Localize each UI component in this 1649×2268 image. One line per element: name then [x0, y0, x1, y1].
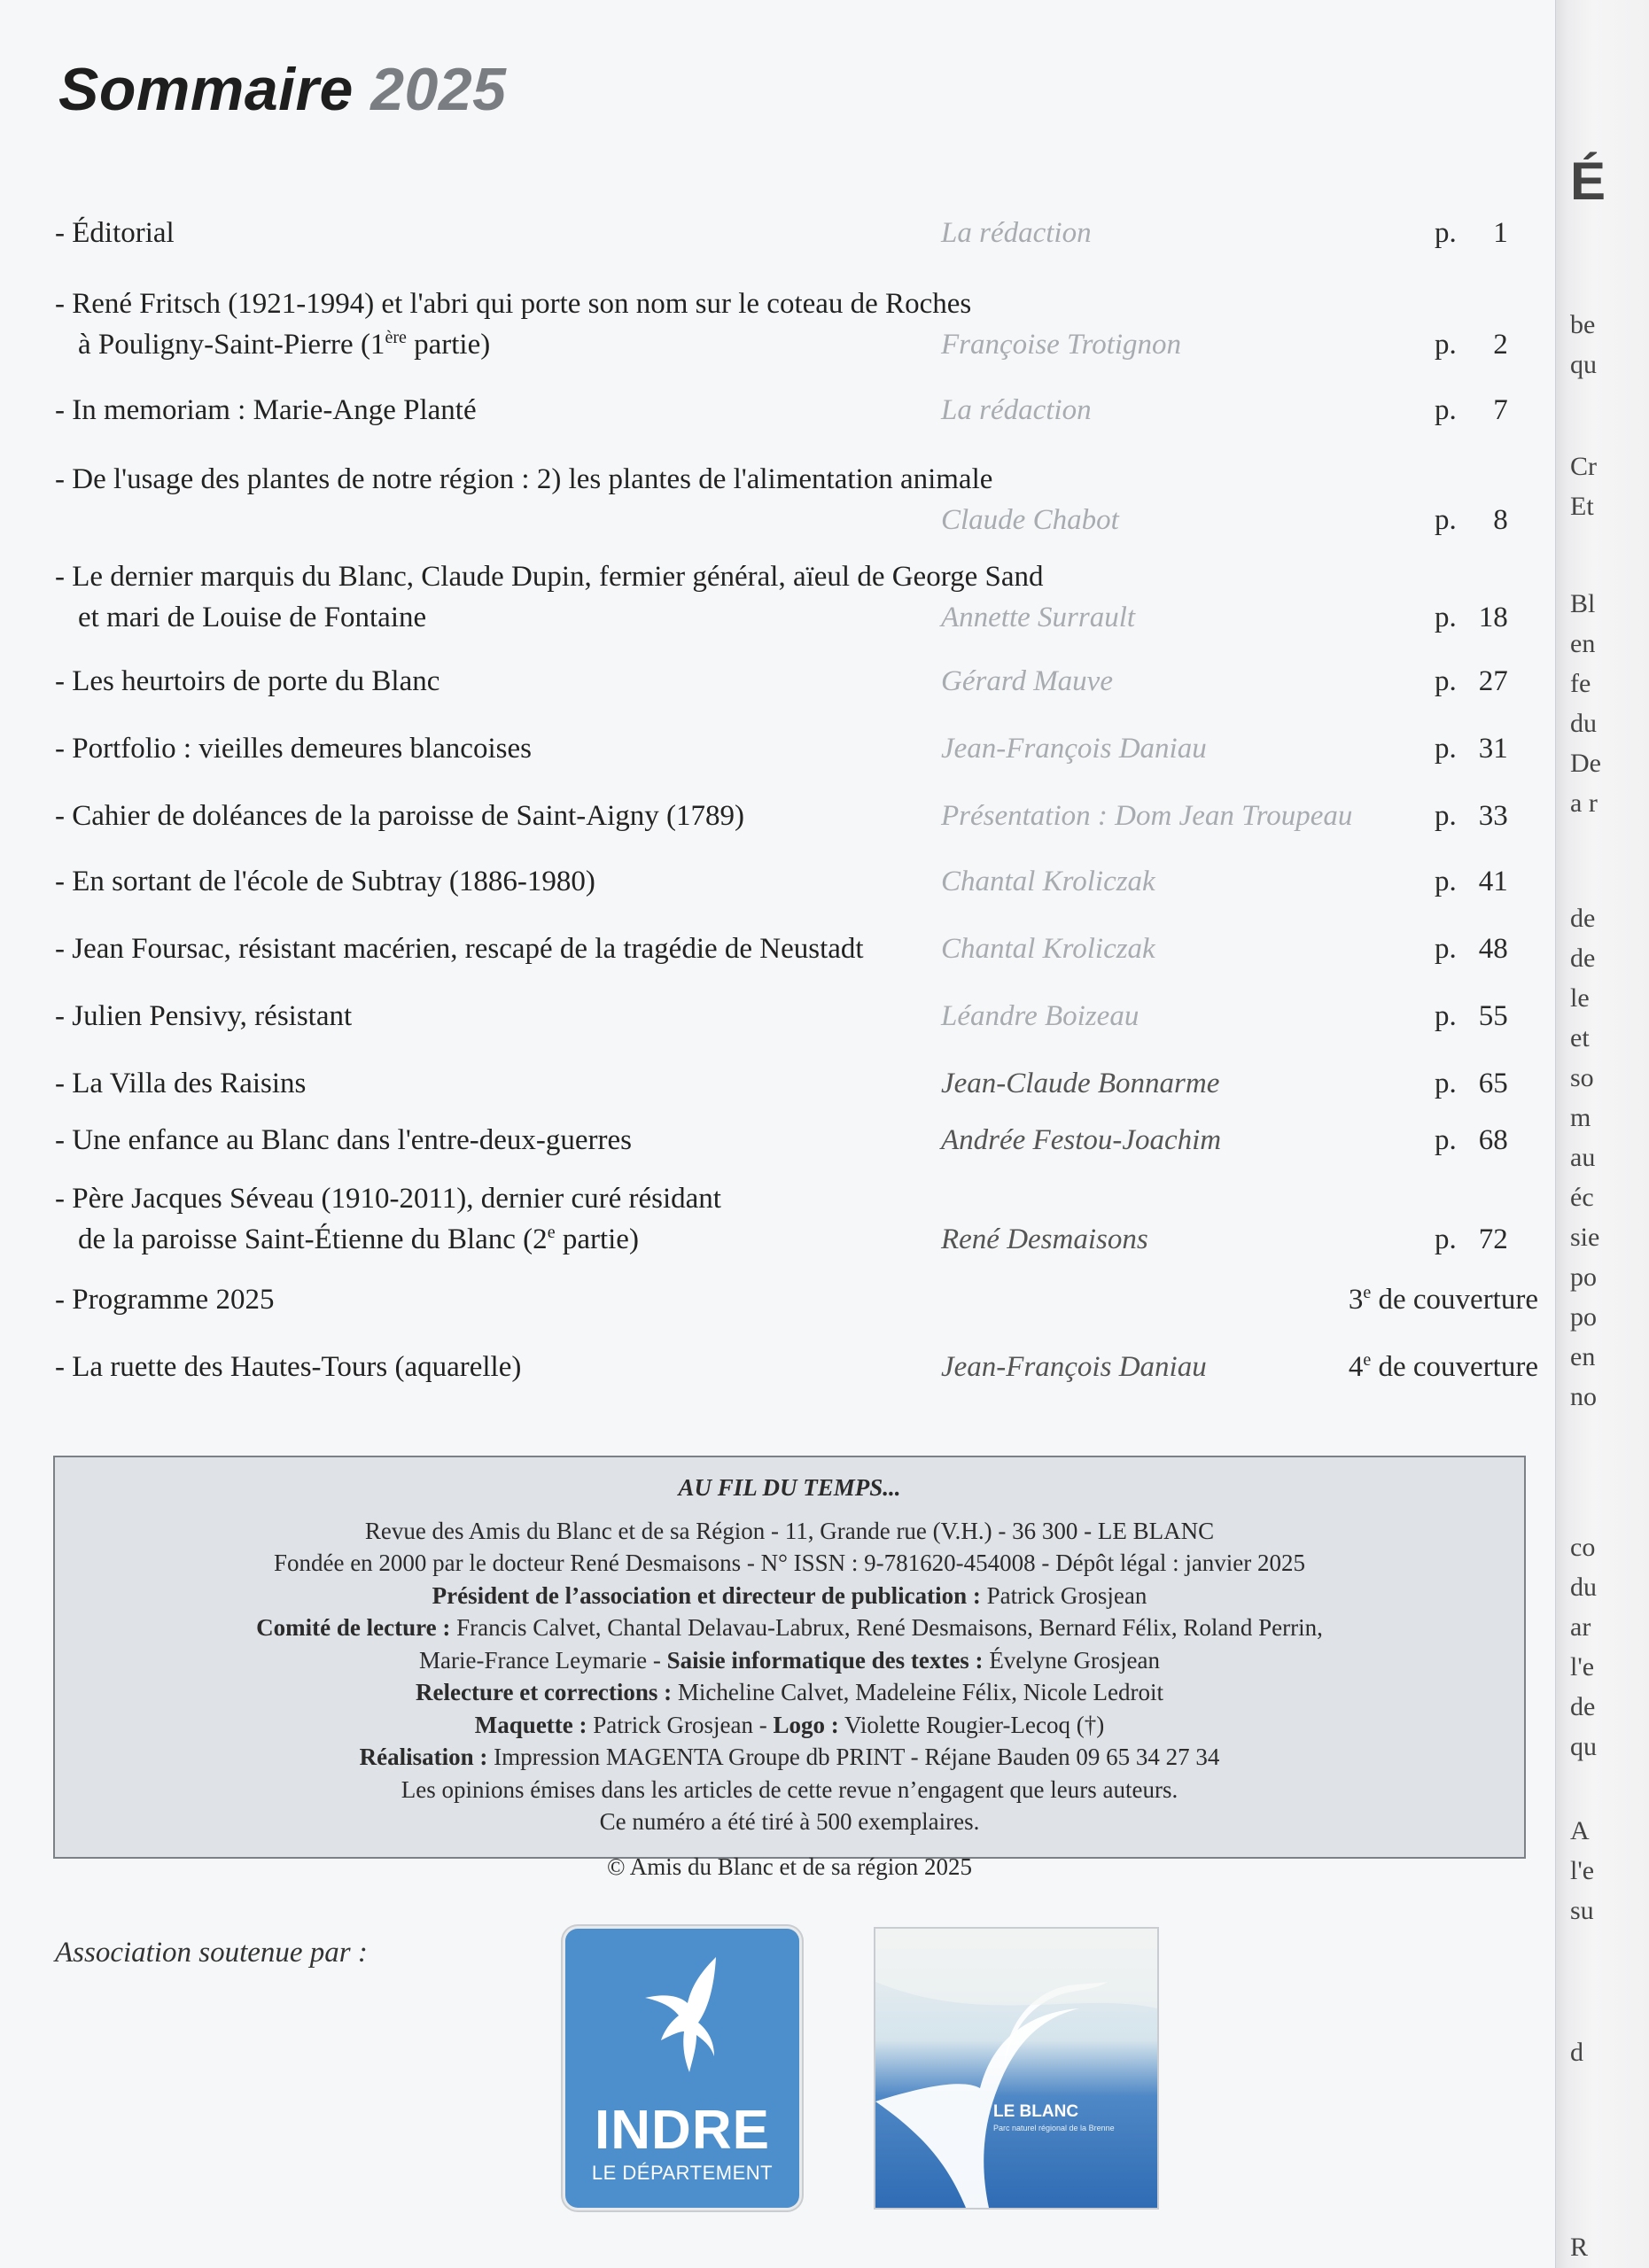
next-page-fragment: De	[1570, 749, 1601, 778]
toc-entry-page: p. 68	[1435, 1124, 1508, 1156]
next-page-fragment: no	[1570, 1382, 1597, 1411]
toc-entry-page: p. 2	[1435, 329, 1508, 361]
next-page-fragment: fe	[1570, 669, 1591, 698]
next-page-fragment: l'e	[1570, 1652, 1595, 1682]
toc-entry-cover: 3e de couverture	[1348, 1283, 1538, 1316]
toc-entry-title: - René Fritsch (1921-1994) et l'abri qui porte son nom sur le coteau de Roches	[55, 288, 972, 320]
toc-entry-author: Annette Surrault	[941, 602, 1136, 633]
next-page-fragment: R	[1570, 2233, 1589, 2262]
toc-entry-author: Présentation : Dom Jean Troupeau	[941, 800, 1353, 832]
toc-entry-page: p. 72	[1435, 1223, 1508, 1255]
next-page-fragment: qu	[1570, 350, 1597, 379]
toc-entry-title: - Les heurtoirs de porte du Blanc	[55, 665, 440, 697]
info-realisation: Réalisation : Impression MAGENTA Groupe db PRINT - Réjane Bauden 09 65 34 27 34	[359, 1744, 1220, 1770]
info-address: Revue des Amis du Blanc et de sa Région - 11, Grande rue (V.H.) - 36 300 - LE BLANC	[364, 1517, 1215, 1544]
toc-entry-author: Jean-François Daniau	[941, 1351, 1207, 1383]
next-page-fragment: A	[1570, 1816, 1590, 1845]
next-page-fragment: au	[1570, 1143, 1596, 1172]
indre-name: INDRE	[595, 2100, 770, 2161]
toc-entry-title: - Cahier de doléances de la paroisse de Saint-Aigny (1789)	[55, 800, 744, 832]
toc-entry-title: - En sortant de l'école de Subtray (1886-1980)	[55, 866, 595, 897]
info-comite: Comité de lecture : Francis Calvet, Chantal Delavau-Labrux, René Desmaisons, Bernard Félix, Roland Perrin,	[256, 1614, 1323, 1641]
next-page-fragment: et	[1570, 1023, 1590, 1052]
info-president: Président de l’association et directeur de publication : Patrick Grosjean	[432, 1581, 1147, 1609]
le-blanc-logo	[875, 1929, 1157, 2208]
next-page-fragment: po	[1570, 1262, 1597, 1292]
toc-entry-author: Claude Chabot	[941, 504, 1119, 536]
support-label: Association soutenue par :	[55, 1937, 368, 1969]
toc-entry-author: Gérard Mauve	[941, 665, 1113, 697]
toc-entry-page: p. 1	[1435, 217, 1508, 249]
next-page-fragment: su	[1570, 1896, 1594, 1925]
toc-entry-title: - Le dernier marquis du Blanc, Claude Dupin, fermier général, aïeul de George Sand	[55, 561, 1044, 593]
next-page-fragment: en	[1570, 1342, 1596, 1371]
toc-entry-page: p. 41	[1435, 866, 1508, 897]
next-page-fragment: É	[1570, 151, 1606, 211]
toc-entry-page: p. 27	[1435, 665, 1508, 697]
toc-entry-title: - La Villa des Raisins	[55, 1068, 307, 1099]
le-blanc-name: LE BLANC	[993, 2102, 1079, 2121]
toc-entry-title: - Père Jacques Séveau (1910-2011), dernier curé résidant	[55, 1183, 721, 1215]
info-heading: AU FIL DU TEMPS...	[678, 1474, 901, 1501]
title-year: 2025	[370, 56, 507, 123]
next-page-fragment: po	[1570, 1302, 1597, 1332]
toc-entry-page: p. 18	[1435, 602, 1508, 633]
toc-entry-cover: 4e de couverture	[1348, 1350, 1538, 1383]
toc-entry-author: Léandre Boizeau	[941, 1000, 1140, 1032]
toc-entry-title: - Programme 2025	[55, 1284, 275, 1316]
next-page-fragment: qu	[1570, 1732, 1597, 1761]
toc-entry-author: Françoise Trotignon	[941, 329, 1182, 361]
toc-entry-title: - In memoriam : Marie-Ange Planté	[55, 394, 477, 426]
next-page-fragment: l'e	[1570, 1856, 1595, 1885]
info-opinions: Les opinions émises dans les articles de cette revue n’engagent que leurs auteurs.	[401, 1775, 1178, 1803]
toc-entry-page: p. 7	[1435, 394, 1508, 426]
publication-info-box	[53, 1456, 1526, 1880]
info-relecture: Relecture et corrections : Micheline Calvet, Madeleine Félix, Nicole Ledroit	[416, 1679, 1163, 1705]
toc-entry-author: Andrée Festou-Joachim	[941, 1124, 1222, 1156]
info-copyright: © Amis du Blanc et de sa région 2025	[607, 1852, 972, 1880]
toc-entry-title: - Une enfance au Blanc dans l'entre-deux-guerres	[55, 1124, 632, 1156]
next-page-fragment: éc	[1570, 1183, 1594, 1212]
toc-entry-page: p. 31	[1435, 733, 1508, 765]
next-page-fragment: a r	[1570, 788, 1598, 818]
toc-entry-title-line2: à Pouligny-Saint-Pierre (1ère partie)	[78, 328, 491, 361]
toc-entry-author: Jean-François Daniau	[941, 733, 1207, 765]
next-page-fragment: le	[1570, 983, 1590, 1013]
toc-entry-page: p. 8	[1435, 504, 1508, 536]
toc-entry-author: Chantal Kroliczak	[941, 933, 1155, 965]
indre-subtitle: LE DÉPARTEMENT	[591, 2162, 774, 2184]
next-page-fragment: d	[1570, 2038, 1583, 2067]
toc-entry-author: La rédaction	[941, 217, 1092, 249]
toc-entry-title: - Éditorial	[55, 217, 175, 249]
next-page-fragment: du	[1570, 1573, 1597, 1602]
next-page-fragment: sie	[1570, 1223, 1600, 1252]
toc-entry-page: p. 33	[1435, 800, 1508, 832]
next-page-edge	[1555, 0, 1649, 2268]
page-title: Sommaire 2025	[58, 56, 507, 123]
toc-entry-page: p. 65	[1435, 1068, 1508, 1099]
toc-entry-title: - Jean Foursac, résistant macérien, rescapé de la tragédie de Neustadt	[55, 933, 864, 965]
toc-entry-title: - Portfolio : vieilles demeures blancoises	[55, 733, 532, 765]
toc-entry-title: - De l'usage des plantes de notre région : 2) les plantes de l'alimentation animale	[55, 463, 993, 495]
toc-entry-title-line2: et mari de Louise de Fontaine	[78, 602, 427, 633]
next-page-fragment: ar	[1570, 1612, 1591, 1642]
next-page-fragment: Cr	[1570, 452, 1597, 481]
toc-entry-author: Jean-Claude Bonnarme	[941, 1068, 1220, 1099]
next-page-fragment: so	[1570, 1063, 1594, 1092]
info-maquette-logo: Maquette : Patrick Grosjean - Logo : Violette Rougier-Lecoq (†)	[474, 1711, 1105, 1738]
next-page-fragment: de	[1570, 904, 1596, 933]
next-page-fragment: de	[1570, 1692, 1596, 1721]
next-page-fragment: du	[1570, 709, 1597, 738]
next-page-fragment: Et	[1570, 492, 1594, 521]
toc-entry-author: René Desmaisons	[941, 1223, 1148, 1255]
next-page-fragment: en	[1570, 629, 1596, 658]
toc-entry-author: Chantal Kroliczak	[941, 866, 1155, 897]
next-page-fragment: m	[1570, 1103, 1591, 1132]
eagle-icon	[610, 1948, 751, 2090]
indre-logo	[565, 1929, 799, 2208]
le-blanc-subtitle: Parc naturel régional de la Brenne	[993, 2124, 1115, 2132]
info-tirage: Ce numéro a été tiré à 500 exemplaires.	[599, 1808, 980, 1835]
toc-entry-title-line2: de la paroisse Saint-Étienne du Blanc (2e partie)	[78, 1223, 639, 1255]
next-page-fragment: de	[1570, 944, 1596, 973]
heron-icon	[875, 1929, 1157, 2208]
info-comite-saisie: Marie-France Leymarie - Saisie informatique des textes : Évelyne Grosjean	[418, 1646, 1160, 1674]
info-founding: Fondée en 2000 par le docteur René Desmaisons - N° ISSN : 9-781620-454008 - Dépôt légal : janvier 2025	[273, 1550, 1306, 1576]
toc-entry-title: - La ruette des Hautes-Tours (aquarelle)	[55, 1351, 522, 1383]
toc-entry-page: p. 55	[1435, 1000, 1508, 1032]
toc-entry-title: - Julien Pensivy, résistant	[55, 1000, 353, 1032]
next-page-fragment: co	[1570, 1533, 1596, 1562]
toc-entry-page: p. 48	[1435, 933, 1508, 965]
toc-entry-author: La rédaction	[941, 394, 1092, 426]
next-page-fragment: Bl	[1570, 589, 1596, 618]
next-page-fragment: be	[1570, 310, 1596, 339]
